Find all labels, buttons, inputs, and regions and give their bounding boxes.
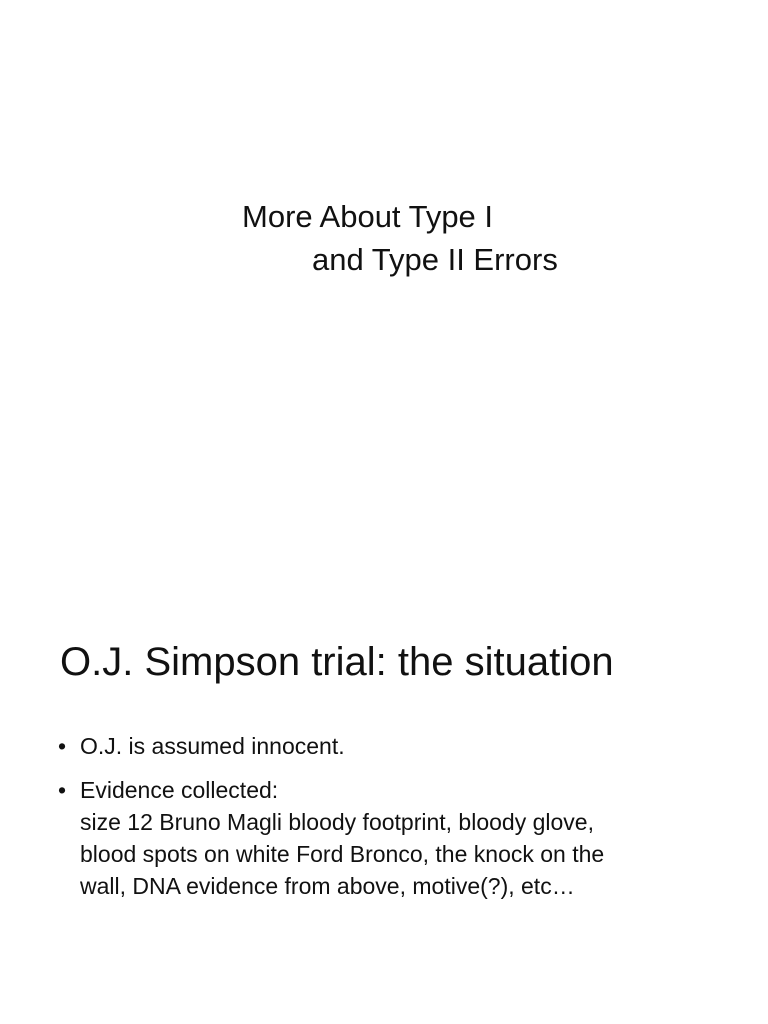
bullet-icon: • <box>58 777 67 803</box>
bullet-detail-line: size 12 Bruno Magli bloody footprint, bloody glove, <box>80 809 594 835</box>
bullet-text: O.J. is assumed innocent. <box>80 733 345 759</box>
bullet-list <box>58 730 738 914</box>
bullet-detail-line: wall, DNA evidence from above, motive(?), etc… <box>80 873 575 899</box>
list-item <box>58 730 738 762</box>
content-slide <box>0 512 768 1024</box>
list-item <box>58 774 738 902</box>
slide-title-line-1: More About Type I <box>242 199 494 234</box>
bullet-text: Evidence collected: <box>80 777 279 803</box>
slide-title-line-2: and Type II Errors <box>312 242 558 277</box>
bullet-icon: • <box>58 733 67 759</box>
slide-heading: O.J. Simpson trial: the situation <box>60 640 614 684</box>
bullet-detail-line: blood spots on white Ford Bronco, the knock on the <box>80 841 605 867</box>
